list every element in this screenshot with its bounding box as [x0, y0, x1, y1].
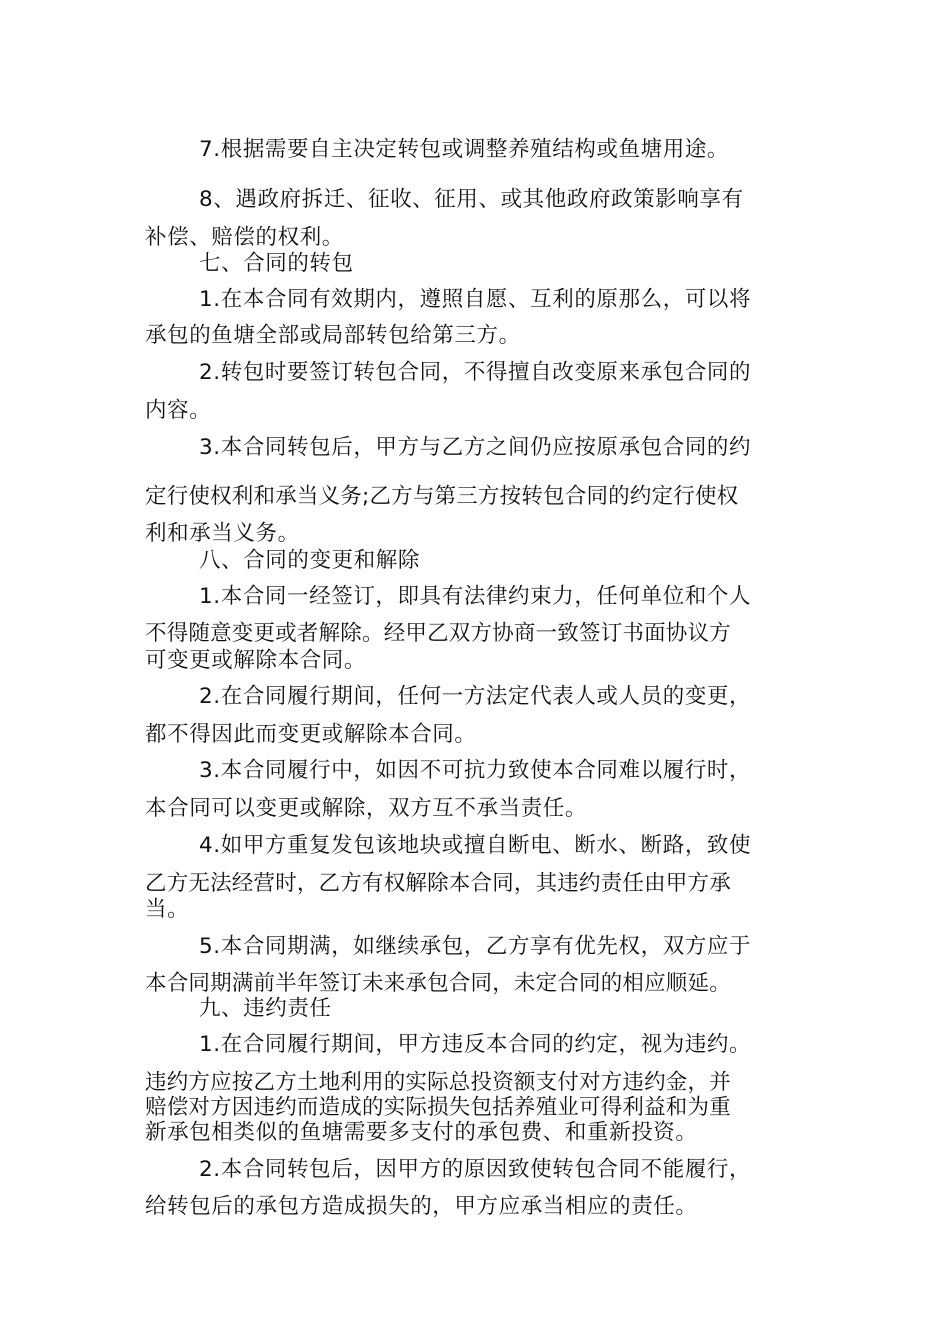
clause-seven-item-1-line2: 承包的鱼塘全部或局部转包给第三方。: [145, 323, 521, 348]
section-heading-seven: 七、合同的转包: [199, 251, 354, 276]
clause-eight-item-4-line3: 当。: [145, 897, 190, 922]
clause-nine-item-2-line2: 给转包后的承包方造成损失的，甲方应承当相应的责任。: [145, 1194, 698, 1219]
clause-seven-item-3-line1: 3.本合同转包后，甲方与乙方之间仍应按原承包合同的约: [199, 435, 752, 460]
clause-seven-item-3-line2: 定行使权利和承当义务;乙方与第三方按转包合同的约定行使权: [145, 484, 739, 509]
clause-eight-item-3-line1: 3.本合同履行中，如因不可抗力致使本合同难以履行时，: [199, 758, 752, 783]
clause-eight-item-1-line3: 可变更或解除本合同。: [145, 648, 367, 673]
clause-six-item-8-line2: 补偿、赔偿的权利。: [145, 225, 344, 250]
clause-seven-item-1-line1: 1.在本合同有效期内，遵照自愿、互利的原那么，可以将: [199, 287, 752, 312]
clause-eight-item-2-line1: 2.在合同履行期间，任何一方法定代表人或人员的变更，: [199, 684, 752, 709]
clause-nine-item-1-line4: 新承包相类似的鱼塘需要多支付的承包费、和重新投资。: [145, 1120, 698, 1145]
clause-seven-item-2-line1: 2.转包时要签订转包合同，不得擅自改变原来承包合同的: [199, 360, 752, 385]
clause-eight-item-4-line2: 乙方无法经营时，乙方有权解除本合同，其违约责任由甲方承: [145, 871, 731, 896]
clause-seven-item-2-line2: 内容。: [145, 398, 212, 423]
clause-eight-item-4-line1: 4.如甲方重复发包该地块或擅自断电、断水、断路，致使: [199, 833, 752, 858]
clause-nine-item-1-line2: 违约方应按乙方土地利用的实际总投资额支付对方违约金，并: [145, 1070, 731, 1095]
section-heading-eight: 八、合同的变更和解除: [199, 548, 421, 573]
section-heading-nine: 九、违约责任: [199, 996, 332, 1021]
clause-nine-item-1-line1: 1.在合同履行期间，甲方违反本合同的约定，视为违约。: [199, 1032, 752, 1057]
clause-eight-item-1-line2: 不得随意变更或者解除。经甲乙双方协商一致签订书面协议方: [145, 621, 731, 646]
clause-seven-item-3-line3: 利和承当义务。: [145, 521, 300, 546]
clause-eight-item-5-line2: 本合同期满前半年签订未来承包合同，未定合同的相应顺延。: [145, 971, 731, 996]
clause-eight-item-5-line1: 5.本合同期满，如继续承包，乙方享有优先权，双方应于: [199, 934, 752, 959]
clause-six-item-8-line1: 8、遇政府拆迁、征收、征用、或其他政府政策影响享有: [199, 187, 744, 212]
clause-nine-item-2-line1: 2.本合同转包后，因甲方的原因致使转包合同不能履行，: [199, 1157, 752, 1182]
clause-eight-item-2-line2: 都不得因此而变更或解除本合同。: [145, 722, 477, 747]
clause-nine-item-1-line3: 赔偿对方因违约而造成的实际损失包括养殖业可得利益和为重: [145, 1095, 731, 1120]
clause-six-item-7: 7.根据需要自主决定转包或调整养殖结构或鱼塘用途。: [199, 137, 730, 162]
clause-eight-item-3-line2: 本合同可以变更或解除，双方互不承当责任。: [145, 796, 588, 821]
clause-eight-item-1-line1: 1.本合同一经签订，即具有法律约束力，任何单位和个人: [199, 584, 752, 609]
